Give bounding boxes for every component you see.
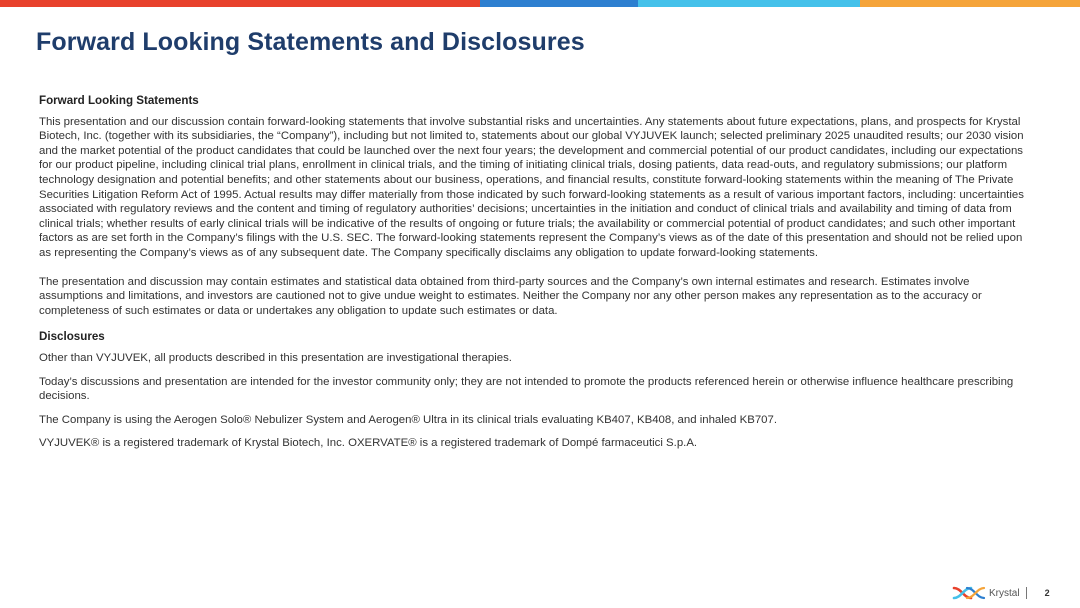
disclosure-item: The Company is using the Aerogen Solo® Nebulizer System and Aerogen® Ultra in its clinical trials evaluating KB407, KB408, and inhaled KB707. [39,413,777,426]
disclosures-section [39,330,1029,451]
estimates-paragraph: The presentation and discussion may contain estimates and statistical data obtained from third-party sources and the Company’s own internal estimates and research. Estimates involve assumptions and limitations, and investors are cautioned not to give undue weight to estimates. Neither the Company nor any other person makes any representation as to the accuracy or completeness of such estimates or data or undertakes any obligation to update such estimates or data. [39,275,982,317]
disclosure-item: Other than VYJUVEK, all products described in this presentation are investigational therapies. [39,351,512,364]
top-bar-red-segment [0,0,480,7]
krystal-logo-icon [952,585,986,601]
disclosures-heading: Disclosures [39,330,105,344]
footer-logo [952,584,1050,602]
forward-looking-paragraph: This presentation and our discussion contain forward-looking statements that involve substantial risks and uncertainties. Any statements about future expectations, plans, and prospects for Krystal Biotech, Inc. (together with its subsidiaries, the “Company”), including but not limited to, statements about our global VYJUVEK launch; selected preliminary 2025 unaudited results; our 2030 vision and the market potential of the product candidates that could be launched over the next four years; the development and commercial potential of our product candidates, including our expectations for our product pipeline, including clinical trial plans, enrollment in clinical trials, and the timing of initiating clinical trials, dosing patients, data read-outs, and regulatory submissions; our platform technology designation and potential benefits; and other statements about our business, operations, and financial results, constitute forward-looking statements within the meaning of The Private Securities Litigation Reform Act of 1995. Actual results may differ materially from those indicated by such forward-looking statements as a result of various important factors, including: uncertainties associated with regulatory reviews and the content and timing of regulatory authorities’ decisions; uncertainties in the initiation and conduct of clinical trials and availability and timing of data from clinical trials; whether results of early clinical trials will be indicative of the results of ongoing or future trials; the availability or commercial potential of product candidates; and such other important factors as are set forth in the Company’s filings with the U.S. SEC. The forward-looking statements represent the Company’s views as of the date of this presentation and should not be relied upon as representing the Company’s views as of any subsequent date. The Company specifically disclaims any obligation to update forward-looking statements. [39,115,1024,259]
slide-body [39,94,1029,460]
top-bar-cyan-segment [638,0,860,7]
slide-title: Forward Looking Statements and Disclosures [36,28,585,56]
forward-looking-heading: Forward Looking Statements [39,94,199,107]
top-bar-orange-segment [860,0,1080,7]
top-bar-blue-segment [480,0,638,7]
disclosure-item: VYJUVEK® is a registered trademark of Krystal Biotech, Inc. OXERVATE® is a registered trademark of Dompé farmaceutici S.p.A. [39,437,698,450]
footer-divider [1026,587,1027,599]
logo-text: Krystal [989,587,1020,599]
disclosure-item: Today’s discussions and presentation are intended for the investor community only; they are not intended to promote the products referenced herein or otherwise influence healthcare prescribing decisions. [39,375,1014,403]
page-number: 2 [1044,588,1050,598]
top-color-bar [0,0,1080,7]
